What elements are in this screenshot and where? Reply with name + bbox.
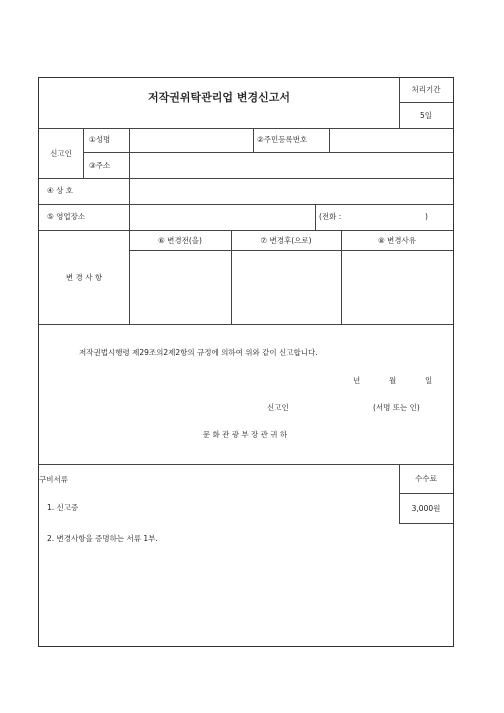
date-month: 월 [389,376,397,385]
row-divider [39,324,453,325]
row-divider [39,128,453,129]
name-label: ①성명 [89,135,111,144]
processing-border [399,78,400,128]
documents-label: 구비서류 [39,475,68,484]
fee-border [399,464,400,523]
trade-name-label: ④ 상 호 [47,186,73,195]
change-before-header: ⑥ 변경전(을) [158,236,202,245]
change-report-form [38,77,454,647]
declaration-text: 저작권법시행령 제29조의2제2항의 규정에 의하여 위와 같이 신고합니다. [79,348,318,357]
col-divider [129,230,130,324]
processing-period-label: 처리기간 [411,85,441,94]
col-divider [341,230,342,324]
change-items-label: 변 경 사 항 [65,273,103,282]
row-divider [39,204,453,205]
form-title: 저작권위탁관리업 변경신고서 [148,91,290,104]
col-divider [129,152,130,178]
fee-value: 3,000원 [411,504,441,513]
col-divider [129,128,130,152]
col-divider [253,128,254,152]
change-after-header: ⑦ 변경후(으로) [260,236,312,245]
col-divider [83,128,84,178]
row-divider [83,152,453,153]
fee-divider [399,523,453,524]
processing-divider [399,102,453,103]
signature-note: (서명 또는 인) [373,403,420,412]
change-reason-header: ⑧ 변경사유 [377,236,417,245]
resident-id-label: ②주민등록번호 [257,135,308,144]
fee-label: 수수료 [415,474,437,483]
processing-period-value: 5일 [419,111,433,120]
phone-open-label: (전화 : [319,212,342,221]
col-divider [231,230,232,324]
document-item: 1. 신고증 [47,503,79,512]
row-divider [129,250,453,251]
office-label: ⑤ 영업장소 [47,212,86,221]
document-item: 2. 변경사항을 증명하는 서류 1부. [47,534,158,543]
row-divider [39,464,453,465]
recipient: 문 화 관 광 부 장 관 귀 하 [202,430,288,439]
reporter-label: 신고인 [50,149,72,158]
signature-reporter-label: 신고인 [267,403,289,412]
address-label: ③주소 [89,161,111,170]
col-divider [315,204,316,230]
row-divider [39,230,453,231]
date-day: 일 [425,376,433,385]
col-divider [329,128,330,152]
fee-divider [399,493,453,494]
row-divider [39,178,453,179]
date-year: 년 [353,376,361,385]
col-divider [129,178,130,230]
phone-close-label: ) [425,212,428,221]
